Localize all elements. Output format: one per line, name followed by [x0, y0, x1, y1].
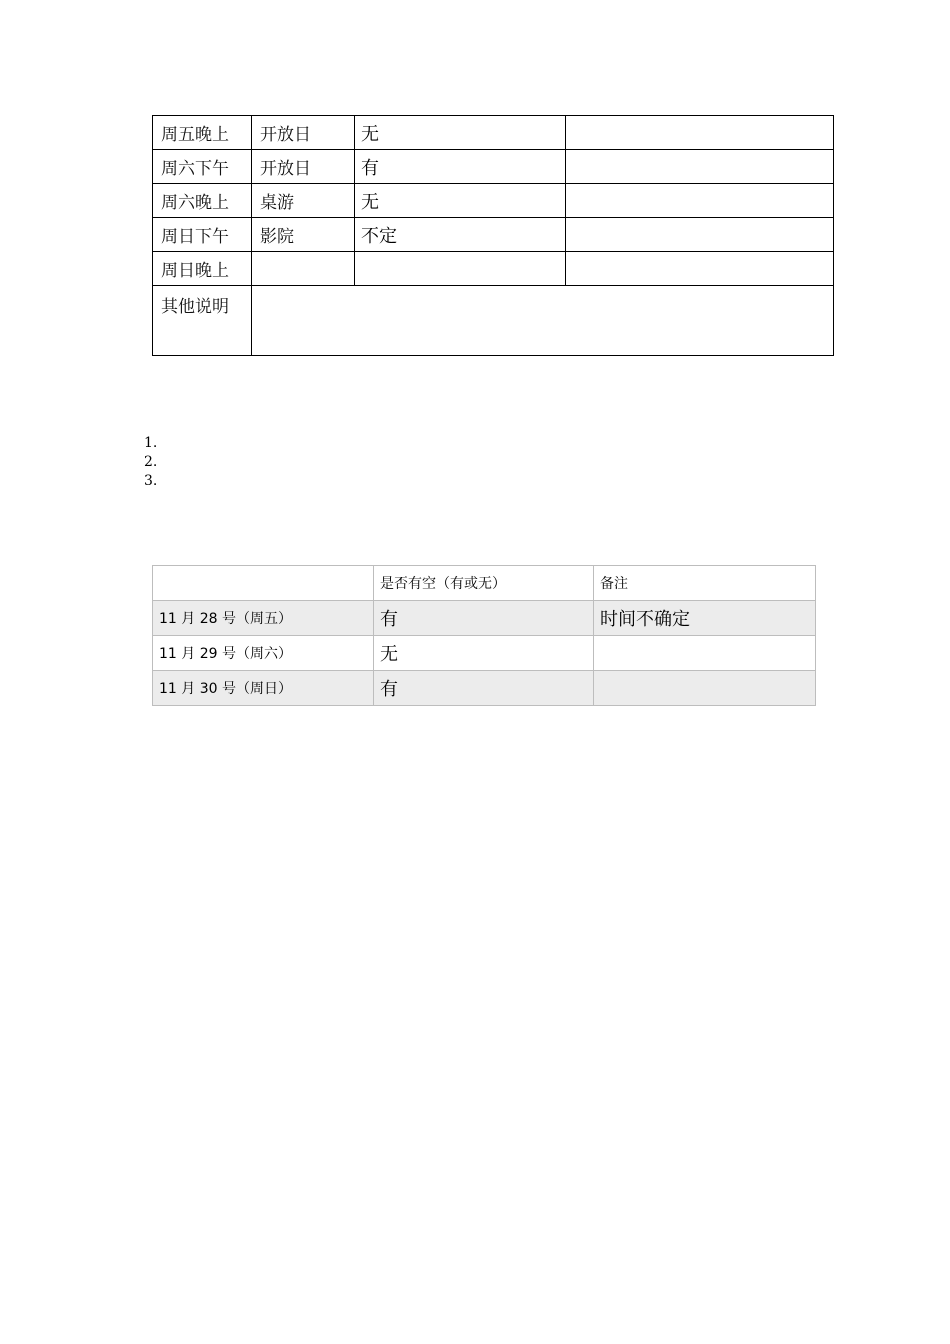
list-item: 1.	[144, 435, 158, 451]
status-cell: 不定	[355, 218, 566, 252]
schedule-table	[152, 115, 834, 356]
list-item: 2.	[144, 454, 158, 470]
other-notes-label: 其他说明	[153, 286, 252, 356]
remark-cell	[594, 671, 816, 706]
event-cell: 桌游	[252, 184, 355, 218]
note-cell	[566, 252, 834, 286]
status-cell: 有	[355, 150, 566, 184]
table-row	[153, 671, 816, 706]
table-row	[153, 116, 834, 150]
note-cell	[566, 184, 834, 218]
table-header-row	[153, 566, 816, 601]
available-cell: 有	[374, 601, 594, 636]
time-cell: 周日晚上	[153, 252, 252, 286]
note-cell	[566, 218, 834, 252]
table-row	[153, 601, 816, 636]
numbered-list	[144, 434, 157, 491]
remark-cell: 时间不确定	[594, 601, 816, 636]
table-row	[153, 636, 816, 671]
remark-cell	[594, 636, 816, 671]
table-row	[153, 150, 834, 184]
column-header: 备注	[594, 566, 816, 601]
column-header: 是否有空（有或无）	[374, 566, 594, 601]
event-cell: 开放日	[252, 150, 355, 184]
available-cell: 无	[374, 636, 594, 671]
table-row	[153, 218, 834, 252]
event-cell: 影院	[252, 218, 355, 252]
note-cell	[566, 150, 834, 184]
time-cell: 周五晚上	[153, 116, 252, 150]
date-cell: 11 月 28 号（周五）	[153, 601, 374, 636]
time-cell: 周六晚上	[153, 184, 252, 218]
date-cell: 11 月 29 号（周六）	[153, 636, 374, 671]
table-row	[153, 184, 834, 218]
table-row	[153, 252, 834, 286]
other-notes-row	[153, 286, 834, 356]
other-notes-value	[252, 286, 834, 356]
status-cell: 无	[355, 116, 566, 150]
status-cell	[355, 252, 566, 286]
event-cell	[252, 252, 355, 286]
list-item: 3.	[144, 473, 158, 489]
column-header	[153, 566, 374, 601]
event-cell: 开放日	[252, 116, 355, 150]
note-cell	[566, 116, 834, 150]
date-cell: 11 月 30 号（周日）	[153, 671, 374, 706]
availability-table	[152, 565, 816, 706]
status-cell: 无	[355, 184, 566, 218]
available-cell: 有	[374, 671, 594, 706]
time-cell: 周六下午	[153, 150, 252, 184]
time-cell: 周日下午	[153, 218, 252, 252]
